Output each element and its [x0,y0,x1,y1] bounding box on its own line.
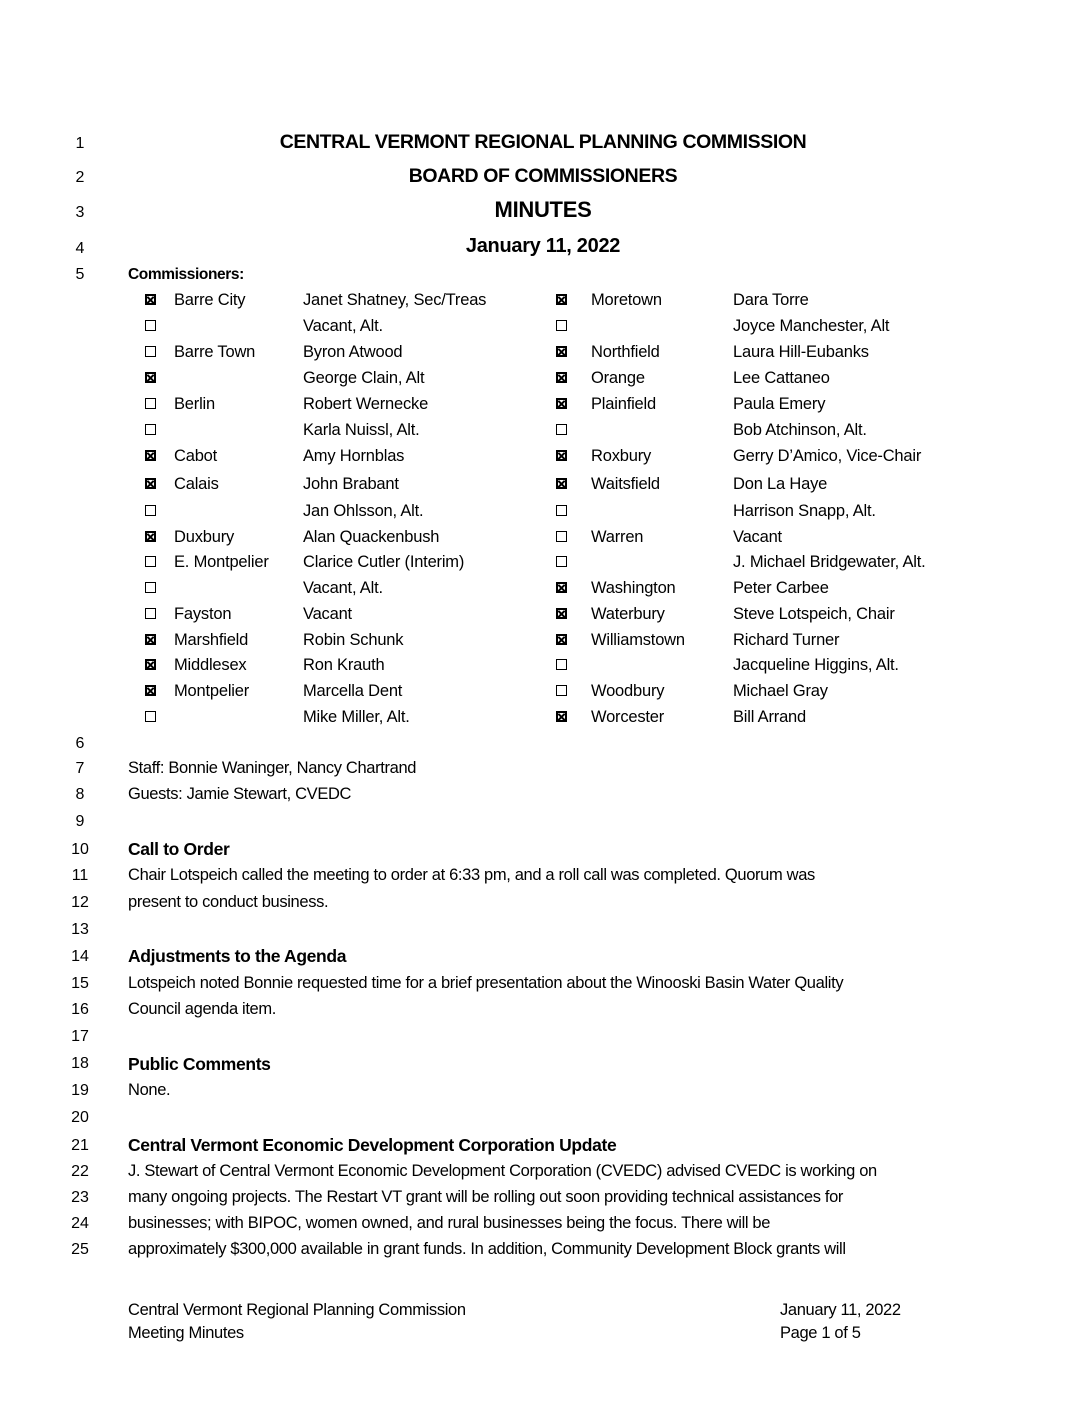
line-number: 4 [75,240,85,257]
town-name: Williamstown [591,631,685,649]
footer-left [128,1299,466,1345]
line-number: 6 [75,735,85,752]
town-name: E. Montpelier [174,553,269,571]
commissioner-name: Jacqueline Higgins, Alt. [733,656,899,674]
commissioner-name: Don La Haye [733,475,828,493]
town-name: Washington [591,579,676,597]
checked-box-icon [556,450,567,461]
checked-box-icon [145,294,156,305]
town-name: Northfield [591,343,660,361]
checked-box-icon [145,659,156,670]
commissioner-name: Vacant, Alt. [303,317,383,335]
town-name: Moretown [591,291,662,309]
commissioner-name: Richard Turner [733,631,840,649]
unchecked-box-icon [145,556,156,567]
commissioner-name: Amy Hornblas [303,447,405,465]
line-number: 12 [71,894,89,911]
line-number: 19 [71,1082,89,1099]
line-number: 9 [75,813,85,830]
section-heading-cvedc-update: Central Vermont Economic Development Corporation Update [128,1135,617,1155]
line-number: 21 [71,1137,89,1154]
commissioner-name: J. Michael Bridgewater, Alt. [733,553,926,571]
line-number: 18 [71,1055,89,1072]
commissioners-label: Commissioners: [128,266,244,283]
paragraph-line: businesses; with BIPOC, women owned, and rural businesses being the focus. There will be [128,1214,771,1232]
unchecked-box-icon [145,711,156,722]
checked-box-icon [556,711,567,722]
line-number: 22 [71,1163,89,1180]
commissioner-name: Mike Miller, Alt. [303,708,410,726]
line-number: 3 [75,204,85,221]
commissioner-name: George Clain, Alt [303,369,425,387]
commissioner-name: Vacant [303,605,352,623]
commissioner-name: Peter Carbee [733,579,829,597]
checked-box-icon [556,372,567,383]
commissioner-name: Clarice Cutler (Interim) [303,553,465,571]
checked-box-icon [556,608,567,619]
checked-box-icon [556,634,567,645]
commissioner-name: Byron Atwood [303,343,403,361]
commissioner-name: Steve Lotspeich, Chair [733,605,895,623]
town-name: Fayston [174,605,232,623]
guests-line: Guests: Jamie Stewart, CVEDC [128,785,352,803]
commissioner-name: Paula Emery [733,395,826,413]
footer-right [780,1299,901,1345]
line-number: 8 [75,786,85,803]
commissioner-name: Harrison Snapp, Alt. [733,502,876,520]
town-name: Montpelier [174,682,250,700]
line-number: 17 [71,1028,89,1045]
unchecked-box-icon [556,685,567,696]
checked-box-icon [145,450,156,461]
commissioner-name: Janet Shatney, Sec/Treas [303,291,487,309]
unchecked-box-icon [145,398,156,409]
commissioner-name: Robert Wernecke [303,395,429,413]
commissioner-name: Vacant, Alt. [303,579,383,597]
commissioner-name: Joyce Manchester, Alt [733,317,890,335]
unchecked-box-icon [556,505,567,516]
town-name: Barre Town [174,343,256,361]
line-number: 11 [71,867,89,884]
town-name: Roxbury [591,447,652,465]
town-name: Orange [591,369,645,387]
commissioner-name: Bob Atchinson, Alt. [733,421,867,439]
footer-date: January 11, 2022 [780,1301,901,1319]
line-number: 25 [71,1241,89,1258]
line-number: 13 [71,921,89,938]
board-title: BOARD OF COMMISSIONERS [408,165,678,187]
staff-line: Staff: Bonnie Waninger, Nancy Chartrand [128,759,417,777]
line-number: 23 [71,1189,89,1206]
unchecked-box-icon [145,346,156,357]
meeting-date: January 11, 2022 [465,235,621,257]
commissioner-name: Karla Nuissl, Alt. [303,421,420,439]
checked-box-icon [145,531,156,542]
unchecked-box-icon [145,608,156,619]
footer-doc-type: Meeting Minutes [128,1324,244,1342]
town-name: Marshfield [174,631,249,649]
checked-box-icon [556,582,567,593]
checked-box-icon [556,478,567,489]
checked-box-icon [556,294,567,305]
town-name: Cabot [174,447,218,465]
document-title: MINUTES [494,197,592,222]
town-name: Woodbury [591,682,665,700]
checked-box-icon [145,372,156,383]
line-number: 5 [75,266,85,283]
unchecked-box-icon [556,320,567,331]
footer-page-number: Page 1 of 5 [780,1324,861,1342]
section-heading-public-comments: Public Comments [128,1054,271,1074]
checked-box-icon [556,398,567,409]
town-name: Waterbury [591,605,665,623]
commissioner-name: Michael Gray [733,682,828,700]
unchecked-box-icon [556,659,567,670]
section-heading-call-to-order: Call to Order [128,839,230,859]
paragraph-line: Lotspeich noted Bonnie requested time for a brief presentation about the Winooski Basin Water Quality [128,974,844,992]
commissioner-name: Vacant [733,528,782,546]
line-number: 10 [71,841,89,858]
unchecked-box-icon [145,320,156,331]
line-number: 7 [75,760,85,777]
unchecked-box-icon [145,424,156,435]
section-heading-adjustments: Adjustments to the Agenda [128,946,347,966]
commissioner-name: Ron Krauth [303,656,385,674]
town-name: Worcester [591,708,665,726]
commissioner-name: Jan Ohlsson, Alt. [303,502,424,520]
paragraph-line: Council agenda item. [128,1000,277,1018]
checked-box-icon [145,685,156,696]
unchecked-box-icon [556,531,567,542]
footer-org: Central Vermont Regional Planning Commission [128,1301,466,1319]
line-number: 20 [71,1109,89,1126]
line-number: 16 [71,1001,89,1018]
commissioner-name: Alan Quackenbush [303,528,440,546]
line-number: 1 [75,135,85,152]
commissioner-name: Dara Torre [733,291,809,309]
line-number: 15 [71,975,89,992]
unchecked-box-icon [556,424,567,435]
line-number: 2 [75,169,85,186]
commissioner-name: Gerry D’Amico, Vice-Chair [733,447,922,465]
checked-box-icon [556,346,567,357]
commissioner-name: Marcella Dent [303,682,403,700]
town-name: Plainfield [591,395,656,413]
unchecked-box-icon [556,556,567,567]
unchecked-box-icon [145,582,156,593]
paragraph-line: present to conduct business. [128,893,329,911]
unchecked-box-icon [145,505,156,516]
commissioner-name: Robin Schunk [303,631,404,649]
town-name: Barre City [174,291,246,309]
line-number: 24 [71,1215,89,1232]
paragraph-line: approximately $300,000 available in grant funds. In addition, Community Development Block grants will [128,1240,846,1258]
commissioner-name: Laura Hill-Eubanks [733,343,869,361]
town-name: Warren [591,528,644,546]
org-title: CENTRAL VERMONT REGIONAL PLANNING COMMISSION [279,131,807,153]
checked-box-icon [145,634,156,645]
commissioner-name: John Brabant [303,475,399,493]
town-name: Berlin [174,395,215,413]
commissioner-name: Bill Arrand [733,708,807,726]
paragraph-line: many ongoing projects. The Restart VT grant will be rolling out soon providing technical assistances for [128,1188,844,1206]
checked-box-icon [145,478,156,489]
town-name: Calais [174,475,219,493]
town-name: Waitsfield [591,475,660,493]
paragraph-line: Chair Lotspeich called the meeting to order at 6:33 pm, and a roll call was completed. Quorum was [128,866,815,884]
line-number: 14 [71,948,89,965]
paragraph-line: None. [128,1081,171,1099]
town-name: Middlesex [174,656,247,674]
commissioner-name: Lee Cattaneo [733,369,830,387]
town-name: Duxbury [174,528,235,546]
paragraph-line: J. Stewart of Central Vermont Economic Development Corporation (CVEDC) advised CVEDC is working on [128,1162,877,1180]
